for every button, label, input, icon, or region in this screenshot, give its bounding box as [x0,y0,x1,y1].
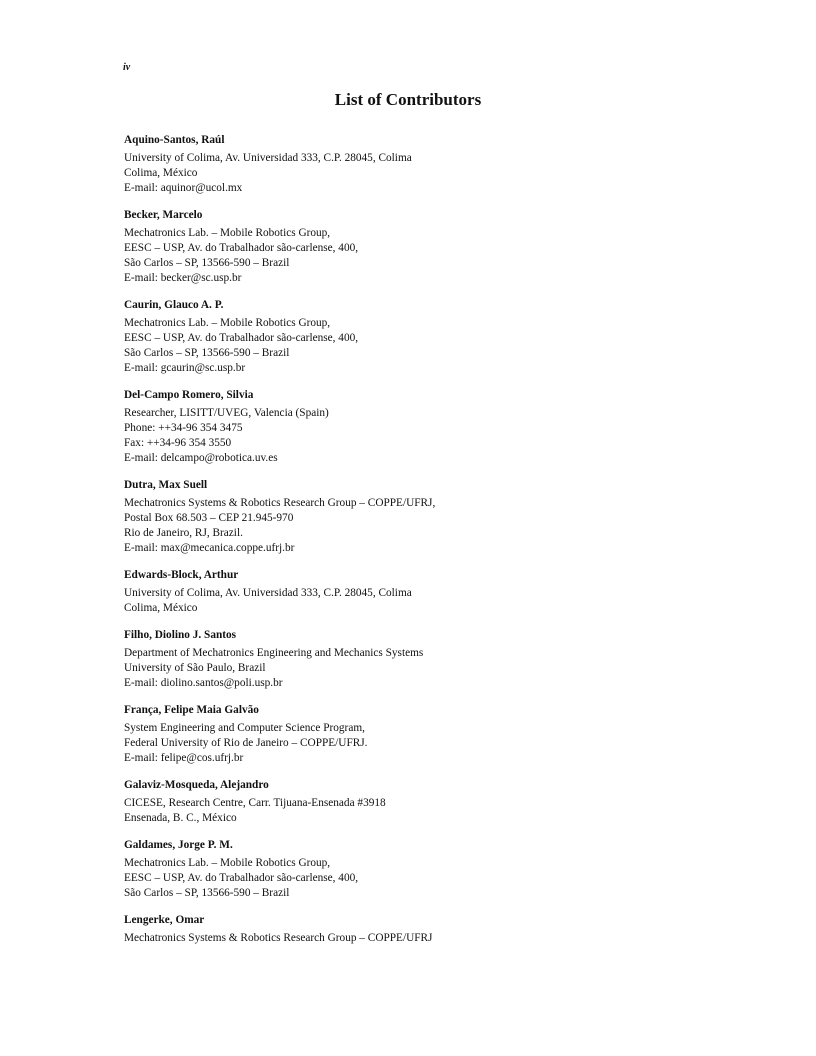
contributor-detail-line: Mechatronics Lab. – Mobile Robotics Group, [124,227,331,239]
contributor-detail-line: Phone: ++34-96 354 3475 [124,422,243,434]
contributor-detail-line: Ensenada, B. C., México [124,812,237,824]
page-number: iv [123,62,131,73]
contributor-entry [124,568,724,616]
contributor-detail-line: Postal Box 68.503 – CEP 21.945-970 [124,512,294,524]
contributor-detail-line: University of Colima, Av. Universidad 333, C.P. 28045, Colima [124,587,412,599]
contributor-detail-line: CICESE, Research Centre, Carr. Tijuana-Ensenada #3918 [124,797,386,809]
contributor-detail-line: Researcher, LISITT/UVEG, Valencia (Spain) [124,407,329,419]
contributor-detail-line: São Carlos – SP, 13566-590 – Brazil [124,887,290,899]
contributor-detail-line: São Carlos – SP, 13566-590 – Brazil [124,347,290,359]
contributor-detail-line: Mechatronics Systems & Robotics Research Group – COPPE/UFRJ, [124,497,436,509]
contributor-entry [124,208,724,286]
contributor-detail-line: Colima, México [124,167,198,179]
contributor-name: Edwards-Block, Arthur [124,569,239,581]
contributor-entry [124,838,724,901]
contributor-name: Aquino-Santos, Raúl [124,134,225,146]
contributor-detail-line: E-mail: max@mecanica.coppe.ufrj.br [124,542,295,554]
contributor-entry [124,703,724,766]
contributor-detail-line: Federal University of Rio de Janeiro – COPPE/UFRJ. [124,737,368,749]
contributor-detail-line: System Engineering and Computer Science Program, [124,722,365,734]
contributor-detail-line: University of São Paulo, Brazil [124,662,266,674]
contributor-entry [124,388,724,466]
contributor-name: Galdames, Jorge P. M. [124,839,233,851]
contributor-detail-line: São Carlos – SP, 13566-590 – Brazil [124,257,290,269]
contributor-detail-line: Mechatronics Lab. – Mobile Robotics Group, [124,857,331,869]
contributor-entry [124,478,724,556]
contributor-detail-line: E-mail: aquinor@ucol.mx [124,182,243,194]
contributor-detail-line: University of Colima, Av. Universidad 333, C.P. 28045, Colima [124,152,412,164]
contributor-entry [124,778,724,826]
contributor-detail-line: Colima, México [124,602,198,614]
contributor-detail-line: E-mail: diolino.santos@poli.usp.br [124,677,283,689]
page-title-text: List of Contributors [334,90,482,109]
contributor-detail-line: E-mail: gcaurin@sc.usp.br [124,362,246,374]
contributor-name: Filho, Diolino J. Santos [124,629,237,641]
contributor-detail-line: EESC – USP, Av. do Trabalhador são-carlense, 400, [124,872,359,884]
contributor-detail-line: Mechatronics Lab. – Mobile Robotics Group, [124,317,331,329]
contributor-detail-line: Fax: ++34-96 354 3550 [124,437,232,449]
contributor-detail-line: Mechatronics Systems & Robotics Research Group – COPPE/UFRJ [124,932,433,944]
contributor-detail-line: E-mail: becker@sc.usp.br [124,272,242,284]
contributor-detail-line: EESC – USP, Av. do Trabalhador são-carlense, 400, [124,332,359,344]
contributor-name: Becker, Marcelo [124,209,203,221]
contributor-detail-line: E-mail: delcampo@robotica.uv.es [124,452,278,464]
contributor-entry [124,298,724,376]
contributor-name: Caurin, Glauco A. P. [124,299,224,311]
contributors-list [124,133,724,958]
contributor-detail-line: Rio de Janeiro, RJ, Brazil. [124,527,243,539]
contributor-name: Galaviz-Mosqueda, Alejandro [124,779,269,791]
contributor-detail-line: EESC – USP, Av. do Trabalhador são-carlense, 400, [124,242,359,254]
contributor-entry [124,913,724,946]
contributor-name: Lengerke, Omar [124,914,205,926]
contributor-entry [124,133,724,196]
page-title [0,90,816,110]
contributor-name: Del-Campo Romero, Silvia [124,389,254,401]
contributor-entry [124,628,724,691]
contributor-detail-line: Department of Mechatronics Engineering and Mechanics Systems [124,647,424,659]
contributor-name: França, Felipe Maia Galvão [124,704,259,716]
contributor-detail-line: E-mail: felipe@cos.ufrj.br [124,752,244,764]
contributor-name: Dutra, Max Suell [124,479,208,491]
